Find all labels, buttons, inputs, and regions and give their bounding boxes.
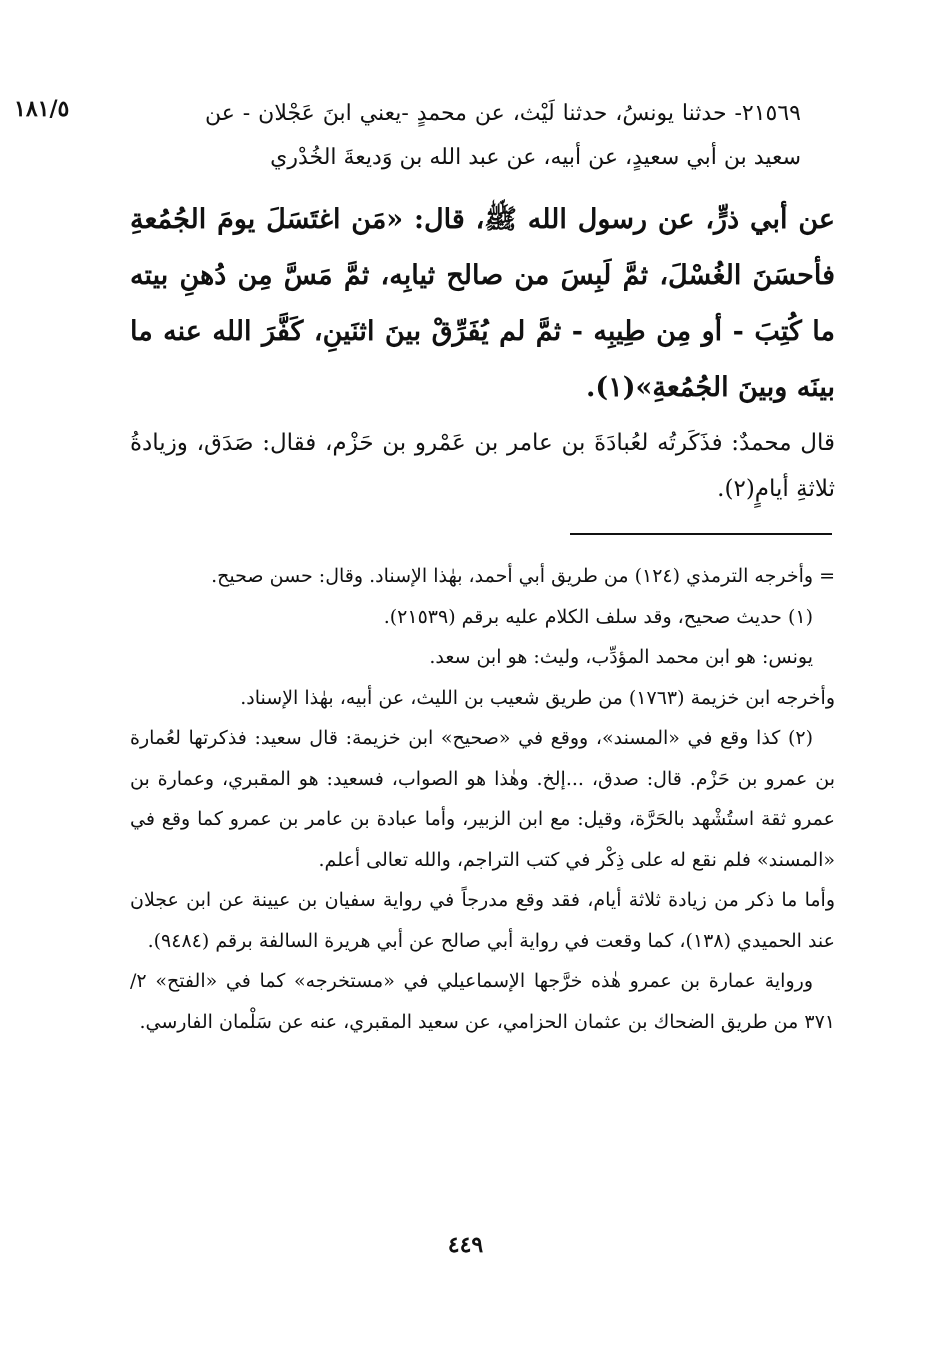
- hadith-comment: قال محمدٌ: فذَكَرتُه لعُبادَةَ بن عامر بن عَمْرو بن حَزْم، فقال: صَدَق، وزيادةُ ثلاثةِ أيامٍ(٢).: [130, 430, 835, 502]
- footnote-1: (١) حديث صحيح، وقد سلف الكلام عليه برقم (٢١٥٣٩).: [383, 605, 813, 628]
- hadith-isnad: ٢١٥٦٩- حدثنا يونسُ، حدثنا لَيْث، عن محمدٍ -يعني ابنَ عَجْلان - عن سعيد بن أبي سعيدٍ، عن أبيه، عن عبد الله بن وَديعةَ الخُدْري: [205, 101, 801, 170]
- footnote-1-narrators: يونس: هو ابن محمد المؤدِّب، وليث: هو ابن سعد.: [429, 646, 813, 668]
- footnote-separator: [570, 533, 832, 535]
- page-number: ٤٤٩: [447, 1232, 484, 1258]
- footnote-2: (٢) كذا وقع في «المسند»، ووقع في «صحيح» ابن خزيمة: قال سعيد: فذكرتها لعُمارة بن عمرو بن حَزْم. قال: صدق، ...إلخ. وهٰذا هو الصواب، فسعيد: هو المقبري، وعمارة بن عمرو ثقة استُشْهد بالحَرَّة، وقيل: مع ابن الزبير، وأما عبادة بن عامر بن عمرو كما وقع في «المسند» فلم نقع له على ذِكْر في كتب التراجم، والله تعالى أعلم.: [130, 727, 835, 871]
- footnote-1-takhrij: وأخرجه ابن خزيمة (١٧٦٣) من طريق شعيب بن الليث، عن أبيه، بهٰذا الإسناد.: [240, 686, 835, 709]
- footnote-2-riwaya: ورواية عمارة بن عمرو هٰذه خرَّجها الإسماعيلي في «مستخرجه» كما في «الفتح» ٢/ ٣٧١ من طريق الضحاك بن عثمان الحزامي، عن سعيد المقبري، عنه عن سَلْمان الفارسي.: [130, 970, 835, 1033]
- footnotes: [130, 556, 835, 1042]
- footnote-continuation: = وأخرجه الترمذي (١٢٤) من طريق أبي أحمد، بهٰذا الإسناد. وقال: حسن صحيح.: [211, 565, 835, 587]
- hadith-matn: عن أبي ذرٍّ، عن رسول الله ﷺ، قال: «مَن اغتَسَلَ يومَ الجُمُعةِ فأحسَنَ الغُسْلَ، ثمَّ لَبِسَ من صالح ثيابِه، ثمَّ مَسَّ مِن دُهنِ بيته ما كُتِبَ - أو مِن طِيبِه - ثمَّ لم يُفَرِّقْ بينَ اثنَينِ، كَفَّرَ الله عنه ما بينَه وبينَ الجُمُعةِ»(١).: [130, 204, 835, 403]
- volume-page-reference: ١٨١/٥: [14, 96, 70, 122]
- footnote-2-addition: وأما ما ذكر من زيادة ثلاثة أيام، فقد وقع مدرجاً في رواية سفيان بن عيينة عن ابن عجلان عند الحميدي (١٣٨)، كما وقعت في رواية أبي صالح عن أبي هريرة السالفة برقم (٩٤٨٤).: [130, 889, 835, 952]
